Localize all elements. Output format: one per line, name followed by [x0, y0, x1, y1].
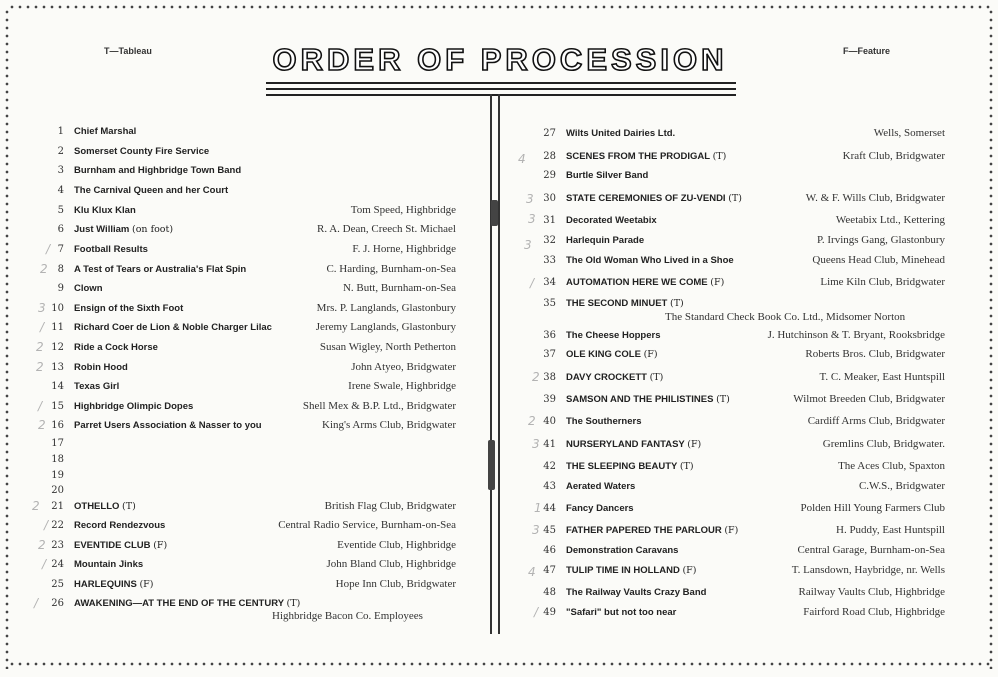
staple-bottom: [488, 440, 495, 490]
list-item: 35 THE SECOND MINUET (T): [543, 298, 684, 309]
title-rule-top: [266, 82, 736, 84]
staple-top: [491, 200, 498, 226]
list-item: 10 Ensign of the Sixth Foot Mrs. P. Langlands, Glastonbury: [51, 302, 456, 314]
list-item: 45 FATHER PAPERED THE PARLOUR (F) H. Puddy, East Huntspill: [543, 524, 945, 536]
list-item: 17: [51, 438, 64, 449]
list-item: 13 Robin Hood John Atyeo, Bridgwater: [51, 361, 456, 373]
list-item: 30 STATE CEREMONIES OF ZU-VENDI (T) W. & F. Wills Club, Bridgwater: [543, 192, 945, 204]
list-item: 37 OLE KING COLE (F) Roberts Bros. Club, Bridgwater: [543, 348, 945, 360]
pencil-mark: /: [40, 320, 45, 334]
top-border: [8, 4, 990, 10]
list-item: 7 Football Results F. J. Horne, Highbridge: [57, 243, 456, 255]
feature-legend: F—Feature: [843, 46, 891, 56]
list-item: 41 NURSERYLAND FANTASY (F) Gremlins Club, Bridgwater.: [543, 438, 945, 450]
list-item: 2 Somerset County Fire Service: [57, 146, 210, 157]
pencil-mark: /: [42, 557, 47, 571]
list-item: 29 Burtle Silver Band: [543, 170, 649, 181]
list-item: 4 The Carnival Queen and her Court: [57, 185, 229, 196]
list-item: 15 Highbridge Olimpic Dopes Shell Mex & B.P. Ltd., Bridgwater: [51, 400, 456, 412]
pencil-mark: 4: [528, 565, 536, 579]
pencil-mark: /: [34, 596, 39, 610]
list-item: 42 THE SLEEPING BEAUTY (T) The Aces Club, Spaxton: [543, 460, 945, 472]
pencil-mark: 2: [38, 538, 46, 552]
pencil-mark: 3: [38, 301, 46, 315]
list-item: 8 A Test of Tears or Australia's Flat Spin C. Harding, Burnham-on-Sea: [57, 263, 456, 275]
pencil-mark: 3: [532, 437, 540, 451]
list-item: 11 Richard Coer de Lion & Noble Charger Lilac Jeremy Langlands, Glastonbury: [51, 321, 456, 333]
bottom-border: [8, 661, 990, 667]
list-item: 26 AWAKENING—AT THE END OF THE CENTURY (T): [51, 598, 301, 609]
list-item: 49 "Safari" but not too near Fairford Road Club, Highbridge: [543, 606, 945, 618]
title-rule-bottom: [266, 94, 736, 96]
pencil-mark: /: [534, 605, 539, 619]
list-item: 39 SAMSON AND THE PHILISTINES (T) Wilmot Breeden Club, Bridgwater: [543, 393, 945, 405]
page-title: ORDER OF PROCESSION: [272, 42, 728, 77]
list-item: 25 HARLEQUINS (F) Hope Inn Club, Bridgwater: [51, 578, 456, 590]
list-item: 16 Parret Users Association & Nasser to you King's Arms Club, Bridgwater: [51, 419, 456, 431]
list-item: 27 Wilts United Dairies Ltd. Wells, Somerset: [543, 127, 945, 139]
tableau-legend: T—Tableau: [104, 46, 152, 56]
list-item: 44 Fancy Dancers Polden Hill Young Farmers Club: [543, 502, 945, 514]
pencil-mark: /: [530, 276, 535, 290]
list-item: 6 Just William (on foot) R. A. Dean, Creech St. Michael: [57, 223, 456, 235]
pencil-mark: /: [38, 399, 43, 413]
title-rule-middle: [266, 88, 736, 90]
pencil-mark: 4: [518, 152, 526, 166]
pencil-mark: 2: [532, 370, 540, 384]
pencil-mark: 3: [524, 238, 532, 252]
pencil-mark: 1: [534, 501, 542, 515]
entry-26-sponsor: Highbridge Bacon Co. Employees: [272, 610, 423, 622]
list-item: 43 Aerated Waters C.W.S., Bridgwater: [543, 480, 945, 492]
list-item: 5 Klu Klux Klan Tom Speed, Highbridge: [57, 204, 456, 216]
list-item: 1 Chief Marshal: [57, 126, 137, 137]
list-item: 34 AUTOMATION HERE WE COME (F) Lime Kiln Club, Bridgwater: [543, 276, 945, 288]
list-item: 40 The Southerners Cardiff Arms Club, Bridgwater: [543, 415, 945, 427]
list-item: 38 DAVY CROCKETT (T) T. C. Meaker, East Huntspill: [543, 371, 945, 383]
list-item: 28 SCENES FROM THE PRODIGAL (T) Kraft Club, Bridgwater: [543, 150, 945, 162]
pencil-mark: /: [44, 518, 49, 532]
list-item: 3 Burnham and Highbridge Town Band: [57, 165, 242, 176]
right-border: [988, 8, 994, 669]
pencil-mark: 2: [528, 414, 536, 428]
list-item: 19: [51, 470, 64, 481]
pencil-mark: 3: [532, 523, 540, 537]
list-item: 32 Harlequin Parade P. Irvings Gang, Glastonbury: [543, 234, 945, 246]
pencil-mark: 2: [32, 499, 40, 513]
left-border: [4, 8, 10, 669]
pencil-mark: 2: [36, 360, 44, 374]
list-item: 46 Demonstration Caravans Central Garage, Burnham-on-Sea: [543, 544, 945, 556]
pencil-mark: 2: [40, 262, 48, 276]
list-item: 14 Texas Girl Irene Swale, Highbridge: [51, 380, 456, 392]
pencil-mark: 3: [528, 212, 536, 226]
list-item: 24 Mountain Jinks John Bland Club, Highbridge: [51, 558, 456, 570]
list-item: 48 The Railway Vaults Crazy Band Railway Vaults Club, Highbridge: [543, 586, 945, 598]
list-item: 47 TULIP TIME IN HOLLAND (F) T. Lansdown, Haybridge, nr. Wells: [543, 564, 945, 576]
list-item: 23 EVENTIDE CLUB (F) Eventide Club, Highbridge: [51, 539, 456, 551]
list-item: 12 Ride a Cock Horse Susan Wigley, North Petherton: [51, 341, 456, 353]
pencil-mark: /: [46, 242, 51, 256]
list-item: 36 The Cheese Hoppers J. Hutchinson & T. Bryant, Rooksbridge: [543, 329, 945, 341]
pencil-mark: 2: [36, 340, 44, 354]
list-item: 22 Record Rendezvous Central Radio Service, Burnham-on-Sea: [51, 519, 456, 531]
pencil-mark: 3: [526, 192, 534, 206]
list-item: 21 OTHELLO (T) British Flag Club, Bridgwater: [51, 500, 456, 512]
list-item: 31 Decorated Weetabix Weetabix Ltd., Kettering: [543, 214, 945, 226]
list-item: 9 Clown N. Butt, Burnham-on-Sea: [57, 282, 456, 294]
list-item: 33 The Old Woman Who Lived in a Shoe Queens Head Club, Minehead: [543, 254, 945, 266]
list-item: 20: [51, 485, 64, 496]
gutter-line-right: [498, 94, 500, 634]
pencil-mark: 2: [38, 418, 46, 432]
gutter-line-left: [490, 94, 492, 634]
list-item: 18: [51, 454, 64, 465]
entry-35-sponsor: The Standard Check Book Co. Ltd., Midsomer Norton: [665, 311, 906, 323]
